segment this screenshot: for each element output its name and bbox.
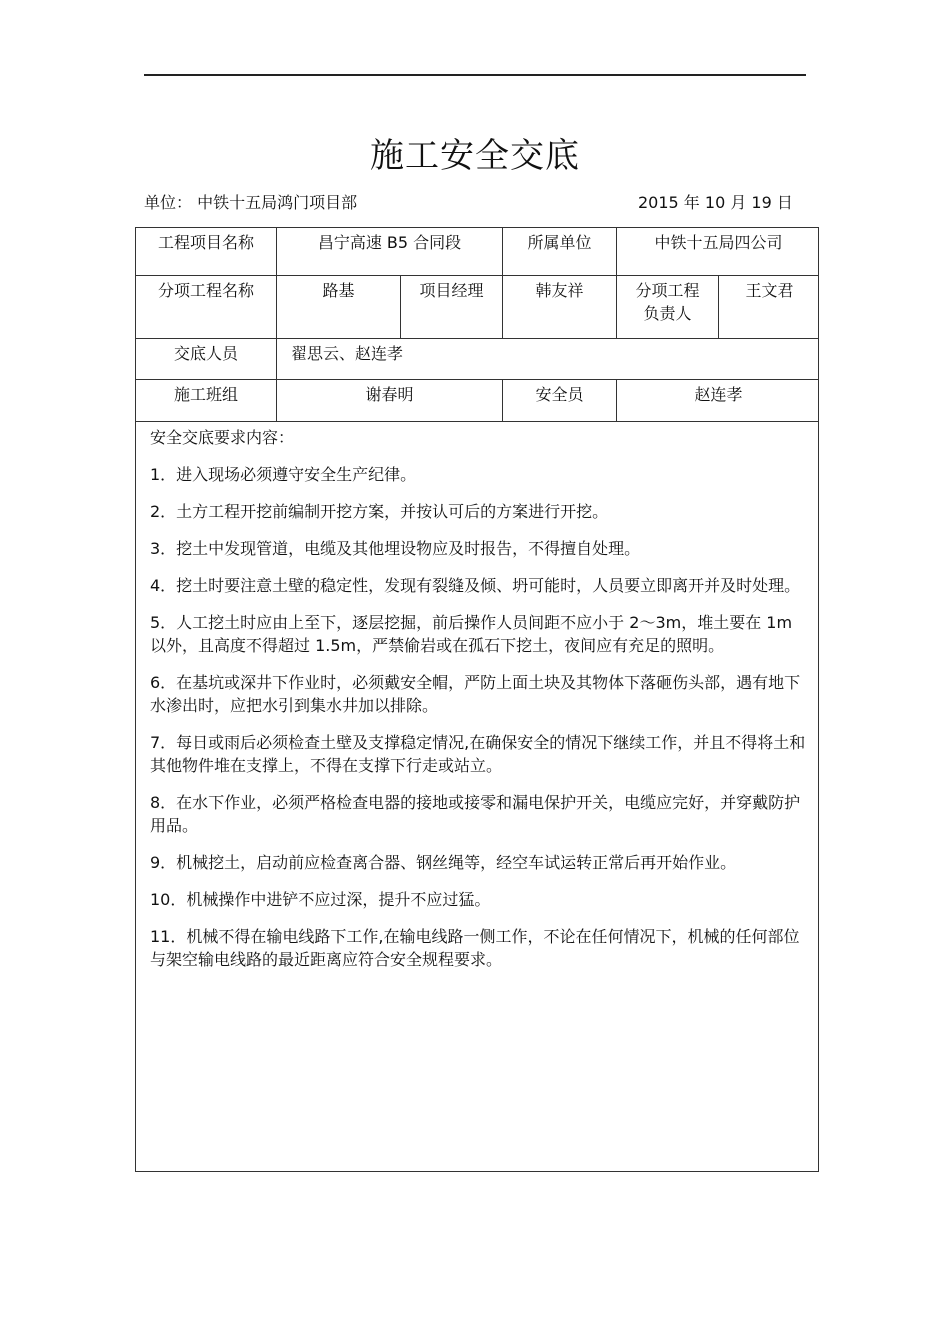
briefing-item-11: 11．机械不得在输电线路下工作,在输电线路一侧工作，不论在任何情况下，机械的任何部位与架空输电线路的最近距离应符合安全规程要求。: [150, 927, 800, 969]
label-subproject-name: 分项工程名称: [136, 276, 277, 338]
form-row-subproject: [136, 276, 818, 339]
briefing-item-1: 1．进入现场必须遵守安全生产纪律。: [150, 465, 417, 484]
briefing-item-7: 7．每日或雨后必须检查土壁及支撑稳定情况,在确保安全的情况下继续工作，并且不得将土和其他物件堆在支撑上，不得在支撑下行走或站立。: [150, 733, 806, 775]
label-project-manager: 项目经理: [401, 276, 503, 338]
form-row-team: [136, 380, 818, 422]
content-heading: 安全交底要求内容：: [150, 428, 295, 447]
label-organization: 所属单位: [503, 228, 617, 275]
unit-label: 单位：: [144, 193, 193, 212]
unit-value: 中铁十五局鸿门项目部: [197, 193, 358, 212]
briefing-item-6: 6．在基坑或深井下作业时，必须戴安全帽，严防上面土块及其物体下落砸伤头部，遇有地下水渗出时，应把水引到集水井加以排除。: [150, 673, 801, 715]
label-subproject-lead: 分项工程负责人: [617, 276, 719, 338]
document-date: 2015 年 10 月 19 日: [638, 193, 793, 212]
briefing-item-8: 8．在水下作业，必须严格检查电器的接地或接零和漏电保护开关，电缆应完好，并穿戴防护用品。: [150, 793, 801, 835]
briefing-item-5: 5．人工挖土时应由上至下，逐层挖掘，前后操作人员间距不应小于 2～3m，堆土要在 1m 以外，且高度不得超过 1.5m，严禁偷岩或在孤石下挖土，夜间应有充足的照明。: [150, 613, 793, 655]
briefing-item-2: 2．土方工程开挖前编制开挖方案，并按认可后的方案进行开挖。: [150, 502, 609, 521]
value-project-name: 昌宁高速 B5 合同段: [277, 228, 503, 275]
briefing-form: [135, 227, 819, 1172]
label-work-team: 施工班组: [136, 380, 277, 421]
value-safety-officer: 赵连孝: [694, 385, 743, 404]
briefing-item-4: 4．挖土时要注意土壁的稳定性，发现有裂缝及倾、坍可能时，人员要立即离开并及时处理。: [150, 576, 801, 595]
value-work-team: 谢春明: [277, 380, 503, 421]
briefing-item-3: 3．挖土中发现管道，电缆及其他埋设物应及时报告，不得擅自处理。: [150, 539, 641, 558]
value-subproject-name: 路基: [277, 276, 401, 338]
value-briefer: 翟思云、赵连孝: [291, 344, 404, 363]
document-title: 施工安全交底: [370, 136, 580, 176]
form-row-briefer: [136, 339, 818, 380]
briefing-item-10: 10．机械操作中进铲不应过深，提升不应过猛。: [150, 890, 491, 909]
form-row-project: [136, 228, 818, 276]
briefing-content: [136, 424, 818, 985]
label-project-name: 工程项目名称: [136, 228, 277, 275]
value-project-manager: 韩友祥: [503, 276, 617, 338]
label-briefer: 交底人员: [136, 339, 277, 379]
unit-line: [144, 190, 357, 213]
header-rule: [144, 74, 806, 76]
value-subproject-lead: 王文君: [745, 281, 794, 300]
value-organization: 中铁十五局四公司: [654, 233, 783, 252]
briefing-item-9: 9．机械挖土，启动前应检查离合器、钢丝绳等，经空车试运转正常后再开始作业。: [150, 853, 737, 872]
label-safety-officer: 安全员: [503, 380, 617, 421]
